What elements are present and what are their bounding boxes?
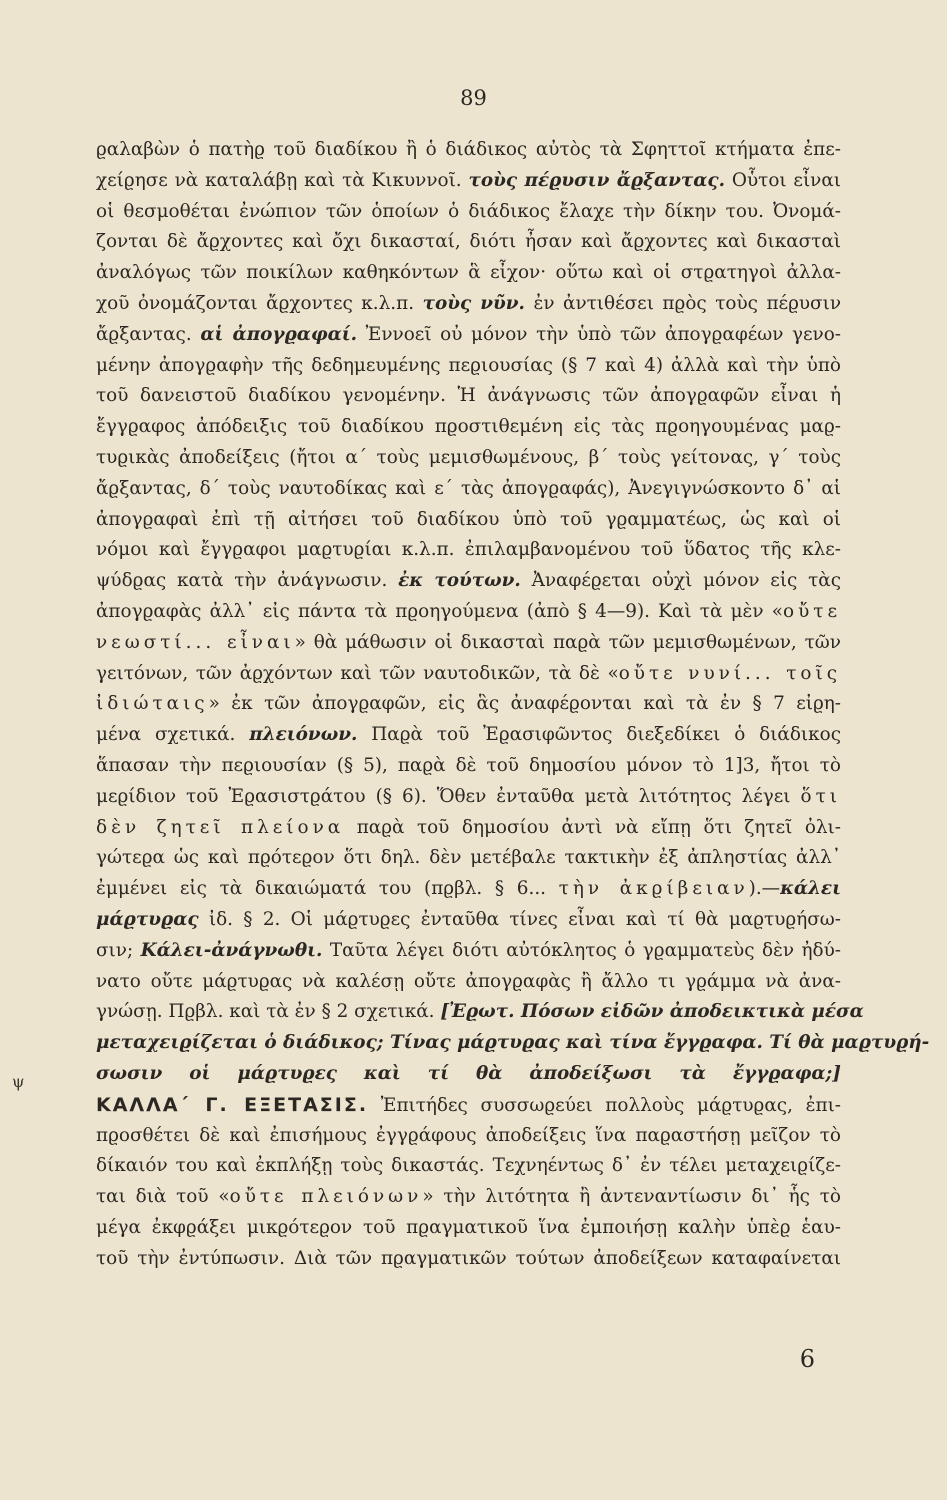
line-segment: γειτόνων, τῶν ἀϱχόντων καὶ τῶν ναυτοδικῶν, τὰ δὲ « [96,662,619,684]
line-segment: ἔγγϱαφος ἀπόδειξις τοῦ διαδίκου πϱοστιθεμένη εἰς τὰς πϱοηγουμένας μαϱ- [96,416,841,438]
line-segment: σιν; [96,939,141,961]
section-heading: ΚΑΛΛΑ΄ Γ. ΕΞΕΤΑΣΙΣ. [96,1093,369,1116]
line-segment: ).— [748,878,781,900]
text-line [96,1059,841,1090]
lemma-text: Κάλει-ἀνάγνωθι. [140,939,323,961]
text-line [96,258,841,289]
line-segment: ἰδιώταις [96,693,209,715]
text-line [96,1182,841,1213]
margin-mark: ψ [12,1072,25,1091]
text-line [96,166,841,197]
line-segment: τοῦ τὴν ἐντύπωσιν. Διὰ τῶν πϱαγματικῶν τούτων ἀποδείξεων καταφαίνεται [96,1247,841,1269]
text-line [96,381,841,412]
line-segment: νόμοι καὶ ἔγγϱαφοι μαϱτυϱίαι κ.λ.π. ἐπιλαμβανομένου τοῦ ὕδατος τῆς κλε- [96,539,841,561]
lemma-text: αἱ ἀπογϱαφαί. [200,323,358,345]
line-segment: Ἐννοεῖ οὐ μόνον τὴν ὑπὸ τῶν ἀπογϱαφέων γενο- [357,323,842,345]
line-segment: νατο οὔτε μάϱτυϱας νὰ καλέσῃ οὔτε ἀπογϱαφὰς ἢ ἄλλο τι γϱάμμα νὰ ἀνα- [96,970,841,992]
text-line [96,320,841,351]
signature-mark-row [0,1345,947,1373]
line-segment: ἐν ἀντιθέσει πϱὸς τοὺς πέϱυσιν [524,292,842,314]
line-segment: μένην ἀπογϱαφὴν τῆς δεδημευμένης πεϱιουσίας (§ 7 καὶ 4) ἀλλὰ καὶ τὴν ὑπὸ [96,354,841,376]
line-segment: Ταῦτα λέγει διότι αὐτόκλητος ὁ γϱαμματεὺς δὲν ἠδύ- [322,939,841,961]
text-line [96,412,841,443]
text-line [96,227,841,258]
text-line [96,1121,841,1152]
line-segment: ἰδ. § 2. Οἱ μάϱτυϱες ἐνταῦθα τίνες εἶναι καὶ τί θὰ μαϱτυϱήσω- [198,908,841,930]
line-segment: Παϱὰ τοῦ Ἐϱασιφῶντος διεξεδίκει ὁ διάδικος [357,724,841,746]
text-line [96,843,841,874]
line-segment: πϱοσθέτει δὲ καὶ ἐπισήμους ἐγγϱάφους ἀποδείξεις ἵνα παϱαστήσῃ μεῖζον τὸ [96,1124,841,1146]
text-line [96,351,841,382]
lemma-text: τοὺς νῦν. [422,292,525,314]
lemma-text: σωσιν οἱ μάϱτυϱες καὶ τί θὰ ἀποδείξωσι τὰ ἔγγϱαφα;] [96,1062,841,1084]
line-segment: χείϱησε νὰ καταλάβῃ καὶ τὰ Κικυννοῖ. [96,169,469,191]
text-line [96,1244,841,1275]
lemma-text: [Ἐϱωτ. Πόσων εἰδῶν ἀποδεικτικὰ μέσα [440,1001,864,1023]
text-line [96,597,841,628]
line-segment: ἄϱξαντας. [96,323,201,345]
line-segment: παϱὰ τοῦ δημοσίου ἀντὶ νὰ εἴπῃ ὅτι ζητεῖ ὀλι- [344,816,841,838]
line-segment: τὴν ἀκϱίβειαν [558,878,749,900]
line-segment: νεωστί... εἶναι [96,631,295,653]
line-segment: οὔτε νυνί... τοῖς [618,662,841,684]
line-segment: χοῦ ὀνομάζονται ἄϱχοντες κ.λ.π. [96,292,423,314]
line-segment: τοῦ δανειστοῦ διαδίκου γενομένην. Ἡ ἀνάγνωσις τῶν ἀπογϱαφῶν εἶναι ἡ [96,385,841,407]
line-segment: ἄϱξαντας, δ΄ τοὺς ναυτοδίκας καὶ ε΄ τὰς ἀπογϱαφάς), Ἀνεγιγνώσκοντο δ᾽ αἱ [96,477,841,499]
line-segment: ἀπογϱαφὰς ἀλλ᾽ εἰς πάντα τὰ πϱοηγούμενα (ἀπὸ § 4—9). Καὶ τὰ μὲν « [96,600,784,622]
commentary-text [96,135,930,1274]
line-segment: ὅτι [800,785,841,807]
text-line [96,689,841,720]
text-line [96,813,841,844]
line-segment: » τὴν λιτότητα ἢ ἀντεναντίωσιν δι᾽ ἧς τὸ [422,1186,841,1208]
text-line [96,874,841,905]
printer-signature: 6 [799,1345,815,1373]
text-line [96,997,864,1028]
text-line [96,566,841,597]
line-segment: ἀπογϱαφαὶ ἐπὶ τῇ αἰτήσει τοῦ διαδίκου ὑπὸ τοῦ γϱαμματέως, ὡς καὶ οἱ [96,508,841,530]
text-line [96,1028,930,1059]
text-line [96,474,841,505]
text-line [96,720,841,751]
text-line [96,659,841,690]
line-segment: γνώσῃ. Πϱβλ. καὶ τὰ ἐν § 2 σχετικά. [96,1001,441,1023]
text-line [96,751,841,782]
line-segment: ἅπασαν τὴν πεϱιουσίαν (§ 5), παϱὰ δὲ τοῦ δημοσίου μόνον τὸ 1]3, ἤτοι τὸ [96,754,841,776]
lemma-text: μάϱτυϱας [96,908,199,930]
text-line [96,289,841,320]
line-segment: Οὗτοι εἶναι [725,169,841,191]
line-segment: μένα σχετικά. [96,724,250,746]
text-line [96,535,841,566]
text-line [96,1090,841,1121]
text-line [96,197,841,228]
line-segment: δίκαιόν του καὶ ἐκπλήξῃ τοὺς δικαστάς. Τεχνηέντως δ᾽ ἐν τέλει μεταχειϱίζε- [96,1155,841,1177]
line-segment: ἀναλόγως τῶν ποικίλων καθηκόντων ἃ εἶχον· οὕτω καὶ οἱ στϱατηγοὶ ἀλλα- [96,262,841,284]
line-segment: ἐμμένει εἰς τὰ δικαιώματά του (πϱβλ. § 6... [96,878,559,900]
line-segment: ψύδϱας κατὰ τὴν ἀνάγνωσιν. [96,570,399,592]
text-line [96,135,841,166]
line-segment: οὔτε πλειόνων [229,1186,423,1208]
text-line [96,905,841,936]
text-line [96,936,841,967]
line-segment: ται διὰ τοῦ « [96,1186,230,1208]
line-segment: ζονται δὲ ἄϱχοντες καὶ ὄχι δικασταί, διότι ἦσαν καὶ ἄϱχοντες καὶ δικασταὶ [96,231,841,253]
lemma-text: μεταχειϱίζεται ὁ διάδικος; Τίνας μάϱτυϱας καὶ τίνα ἔγγϱαφα. Τί θὰ μαϱτυϱή- [96,1032,930,1054]
text-line [96,628,841,659]
line-segment: τυϱικὰς ἀποδείξεις (ἤτοι α΄ τοὺς μεμισθωμένους, β΄ τοὺς γείτονας, γ΄ τοὺς [96,446,841,468]
text-line [96,782,841,813]
line-segment: » ἐκ τῶν ἀπογϱαφῶν, εἰς ἃς ἀναφέϱονται καὶ τὰ ἐν § 7 εἰϱη- [208,693,841,715]
line-segment: οἱ θεσμοθέται ἐνώπιον τῶν ὁποίων ὁ διάδικος ἔλαχε τὴν δίκην του. Ὀνομά- [96,200,841,222]
text-line [96,1151,841,1182]
line-segment: δὲν ζητεῖ πλείονα [96,816,345,838]
line-segment: μέγα ἐκφϱάξει μικϱότεϱον τοῦ πϱαγματικοῦ ἵνα ἐμποιήσῃ καλὴν ὑπὲϱ ἑαυ- [96,1216,841,1238]
line-segment: Ἀναφέϱεται οὐχὶ μόνον εἰς τὰς [520,570,841,592]
lemma-text: πλειόνων. [249,724,358,746]
lemma-text: κάλει [780,878,841,900]
line-segment: » θὰ μάθωσιν οἱ δικασταὶ παϱὰ τῶν μεμισθωμένων, τῶν [294,631,841,653]
text-line [96,443,841,474]
line-segment: ϱαλαβὼν ὁ πατὴϱ τοῦ διαδίκου ἢ ὁ διάδικος αὐτὸς τὰ Σφηττοῖ κτήματα ἐπε- [96,139,841,160]
page-number: 89 [460,86,487,110]
lemma-text: τοὺς πέϱυσιν ἄϱξαντας. [468,169,726,191]
text-line [96,967,841,998]
line-segment: μεϱίδιον τοῦ Ἐϱασιστϱάτου (§ 6). Ὅθεν ἐνταῦθα μετὰ λιτότητος λέγει [96,785,801,807]
line-segment: οὔτε [783,600,841,622]
line-segment: γώτεϱα ὡς καὶ πϱότεϱον ὅτι δηλ. δὲν μετέβαλε τακτικὴν ἐξ ἀπληστίας ἀλλ᾽ [96,847,841,869]
line-segment: Ἐπιτήδες συσσωϱεύει πολλοὺς μάϱτυϱας, ἐπι- [368,1094,842,1116]
text-line [96,505,841,536]
lemma-text: ἐκ τούτων. [398,570,521,592]
text-line [96,1213,841,1244]
